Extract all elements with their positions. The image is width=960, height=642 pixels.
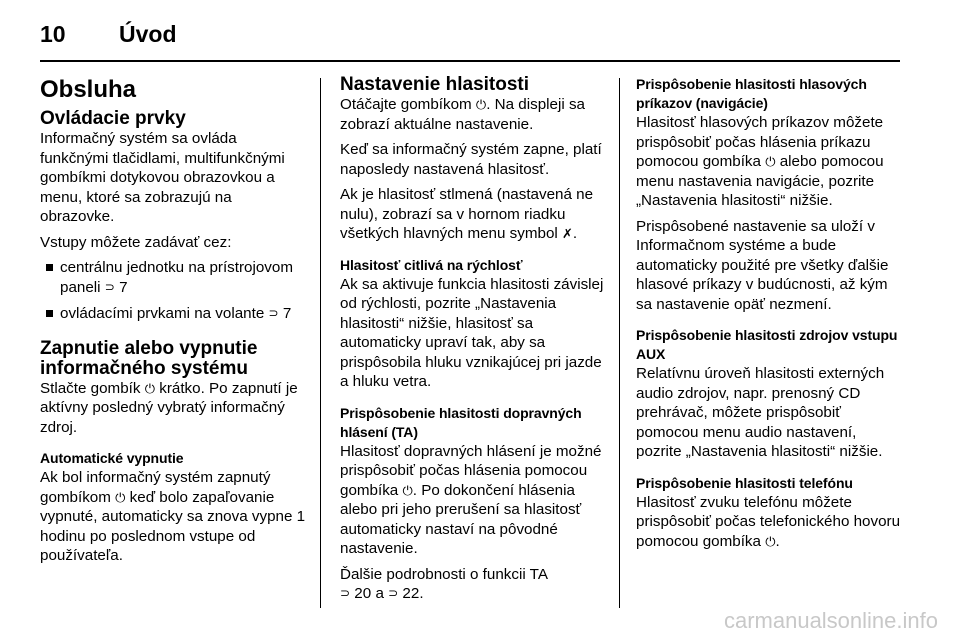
page-ref-link[interactable]: 22.: [402, 585, 424, 602]
volume-text-2: Keď sa informačný systém zapne, platí naposledy nastavená hlasitosť.: [340, 141, 602, 178]
ta-more: Ďalšie podrobnosti o funkcii TA ⊃ 20 a ⊃ 22.: [340, 565, 548, 602]
page-header: [40, 14, 177, 54]
phone-text: Hlasitosť zvuku telefónu môžete prispôsobiť počas telefonického hovoru pomocou gombíka ⏻.: [636, 493, 901, 550]
mute-icon: ✗: [562, 226, 573, 241]
power-knob-icon: ⏻: [115, 489, 126, 505]
bullet-item: [40, 258, 306, 298]
inputs-intro: Vstupy môžete zadávať cez:: [40, 233, 232, 251]
controls-text: Informačný systém sa ovláda funkčnými tlačidlami, multifunkčnými gombíkmi dotykovou obrazovkou a menu, ktoré sa zobrazujú na obrazovke.: [40, 130, 285, 225]
volume-text: Otáčajte gombíkom ⏻. Na displeji sa zobrazí aktuálne nastavenie.: [340, 96, 585, 133]
volume-heading: Nastavenie hlasitosti: [340, 74, 530, 95]
page-ref-icon: ⊃: [388, 586, 399, 600]
page-ref-icon: ⊃: [104, 279, 115, 294]
aux-text: Relatívnu úroveň hlasitosti externých audio zdrojov, napr. prenosný CD prehrávač, môžete prispôsobiť pomocou menu audio nastavení, pozrite „Nastavenia hlasitosti“ nižšie.: [636, 365, 885, 460]
power-knob-icon: ⏻: [765, 533, 776, 549]
chapter-heading: Obsluha: [40, 76, 137, 103]
page-ref-icon: ⊃: [340, 586, 351, 600]
ta-heading: Prispôsobenie hlasitosti dopravných hlásení (TA): [340, 404, 582, 440]
ta-text: Hlasitosť dopravných hlásení je možné prispôsobiť počas hlásenia pomocou gombíka ⏻. Po dokončení hlásenia alebo pri jeho prerušení sa hlasitosť automaticky nastaví na pôvodné nastavenie.: [340, 442, 602, 557]
phone-heading: Prispôsobenie hlasitosti telefónu: [636, 474, 853, 491]
nav-volume-text: Hlasitosť hlasových príkazov môžete prispôsobiť počas hlásenia príkazu pomocou gombíka ⏻ alebo pomocou menu nastavenia navigácie, pozrite „Nastavenia hlasitosti“ nižšie.: [636, 114, 884, 209]
onoff-heading: Zapnutie alebo vypnutie informačného systému: [40, 337, 258, 379]
column-2: [340, 75, 606, 611]
auto-off-text: Ak bol informačný systém zapnutý gombíkom ⏻ keď bolo zapaľovanie vypnuté, automaticky sa znova vypne 1 hodinu po poslednom vstupe od používateľa.: [40, 469, 306, 564]
page-ref-link[interactable]: 7: [282, 305, 292, 322]
nav-volume-heading: Prispôsobenie hlasitosti hlasových príkazov (navigácie): [636, 76, 867, 111]
bullet-text: ovládacími prvkami na volante: [60, 305, 265, 322]
column-3: [636, 75, 902, 557]
power-knob-icon: ⏻: [402, 482, 413, 498]
volume-text-3: Ak je hlasitosť stlmená (nastavená ne nulu), zobrazí sa v hornom riadku všetkých hlavných menu symbol ✗.: [340, 186, 594, 242]
page-number: 10: [40, 20, 66, 47]
nav-volume-text-2: Prispôsobené nastavenie sa uloží v Informačnom systéme a bude automaticky použité pre všetky ďalšie hlasové príkazy v budúcnosti, až kým sa nastavenie opäť nezmení.: [636, 217, 889, 313]
section-title: Úvod: [119, 20, 177, 47]
aux-heading: Prispôsobenie hlasitosti zdrojov vstupu AUX: [636, 327, 898, 362]
speed-volume-heading: Hlasitosť citlivá na rýchlosť: [340, 256, 523, 273]
power-knob-icon: ⏻: [765, 154, 776, 169]
speed-volume-text: Ak sa aktivuje funkcia hlasitosti závislej od rýchlosti, pozrite „Nastavenia hlasitosti“ nižšie, hlasitosť sa automaticky upraví tak, aby sa prispôsobila hluku vznikajúcej pri jazde a hluku vetra.: [340, 275, 604, 390]
onoff-text: Stlačte gombík ⏻ krátko. Po zapnutí je aktívny posledný vybratý informačný zdroj.: [40, 379, 298, 436]
auto-off-heading: Automatické vypnutie: [40, 450, 184, 466]
page-ref-link[interactable]: 7: [119, 278, 128, 296]
bullet-icon: [46, 310, 53, 317]
column-1: [40, 75, 306, 572]
page-ref-icon: ⊃: [268, 306, 279, 320]
page-ref-link[interactable]: 20: [354, 585, 372, 602]
watermark: carmanualsonline.info: [723, 608, 938, 633]
bullet-item: [40, 304, 306, 325]
header-rule: [40, 60, 900, 62]
controls-heading: Ovládacie prvky: [40, 108, 186, 129]
bullet-text: centrálnu jednotku na prístrojovom paneli: [60, 259, 294, 296]
power-knob-icon: ⏻: [144, 380, 155, 396]
power-knob-icon: ⏻: [475, 97, 487, 112]
bullet-icon: [46, 264, 53, 271]
column-divider-2: [619, 78, 620, 608]
column-divider-1: [320, 78, 321, 608]
